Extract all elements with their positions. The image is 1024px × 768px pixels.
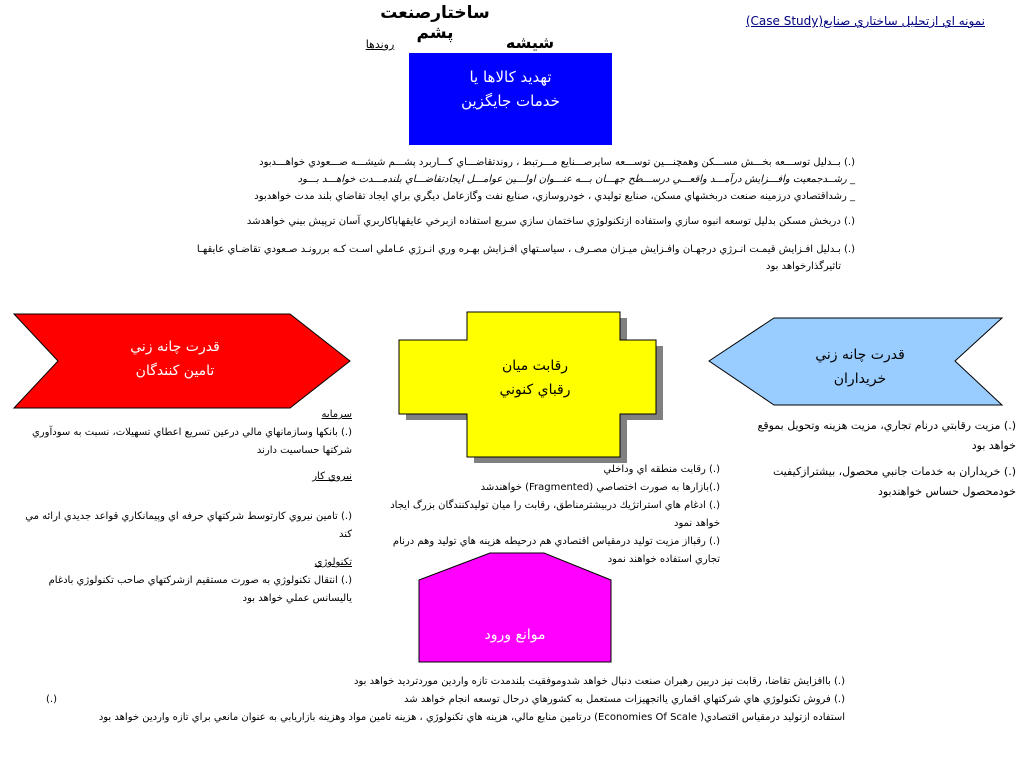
supplier-power-line1: قدرت چانه زني [130, 339, 220, 355]
rivalry-item: (.) رقبااز مزيت توليد درمقياس اقتصادي هم درحيطه هزينه هاي توليد وهم درنام تجاري استفاده خواهند نمود [392, 536, 720, 565]
labor-label: نيروي كار [312, 471, 352, 482]
supplier-details [20, 406, 352, 608]
capital-label: سرمايه [321, 409, 352, 420]
page-title-line1: ساختارصنعت پشم [380, 3, 490, 43]
trend-item: _ رشــدجمعيت وافـــزايش درآمـــد واقعـــي درســـطح جهـــان بـــه عنـــوان اولـــين عوامـــل ايجادتقاضـــاي بلندمـــدت خواهـــد بـــود [297, 174, 855, 185]
trends-label: روندها [365, 38, 395, 51]
entry-barrier-details [40, 673, 845, 727]
trend-item: (.) بـدليل افـزايش قيمـت انـرژي درجهـان وافـزايش ميـزان مصـرف ، سياسـتهاي افـزايش بهـره وري انـرژي عـاملي اسـت كـه بررونـد صـعودي تقاضـاي عايقهـا [196, 244, 855, 255]
rivalry-label [460, 354, 610, 402]
rivalry-line1: رقابت ميان [501, 358, 569, 374]
tech-text: (.) انتقال تكنولوژي به صورت مستقيم ازشركتهاي صاحب تكنولوژي بادغام يالیسانس عملي خواهد بود [48, 575, 352, 604]
entry-barriers-label: موانع ورود [484, 627, 546, 643]
entry-barrier-item: (.) فروش تكنولوژي هاي شركتهاي اقماري يااتجهيزات مستعمل به كشورهاي درحال توسعه انجام خواهد شد [404, 694, 845, 705]
rivalry-line2: رقباي كنوني [499, 382, 571, 398]
rivalry-item: (.) ادغام هاي استراتژيك دربيشترمناطق، رقابت را ميان توليدكنندگان بزرگ ايجاد خواهد نمود [390, 500, 720, 529]
buyer-details [728, 416, 1016, 502]
trend-item: (.) دربخش مسكن بدليل توسعه انبوه سازي واستفاده ازتكنولوژي ساختمان سازي سريع استفاده ازبرخي عايقهاباكاربري آسان ترپيش بيني خواهدشد [246, 216, 855, 227]
page-subtitle: (Case Study)نمونه اي ازتحليل ساختاري صنايع [745, 14, 985, 28]
buyer-power-line1: قدرت چانه زني [815, 347, 905, 363]
entry-barrier-item: استفاده ازتوليد درمقياس اقتصادي( Economies Of Scale) درتامين منابع مالي، هزينه هاي تكنولوژي ، هزينه تامين مواد وهزينه بازاريابي به عنوان مانعي براي تازه واردين خواهد بود [98, 712, 845, 723]
supplier-power-label [60, 335, 290, 383]
buyer-power-label [760, 343, 960, 391]
rivalry-item: (.)بازارها به صورت اختصاصي (Fragmented) خواهندشد [480, 482, 720, 493]
substitutes-threat-line1: تهديد كالاها يا [469, 68, 552, 86]
capital-text: (.) بانكها وسازمانهاي مالي درعين تسريع اعطاي تسهيلات، نسبت به سودآوري شركتها حساسيت دارند [31, 427, 352, 456]
trend-item: (.) بــدليل توســـعه بخـــش مســـكن وهمچنـــين توســـعه سايرصـــنايع مـــرتبط ، روندتقاضـــاي كـــاربرد پشـــم شيشـــه صـــعودي خواهـــدبود [259, 157, 855, 168]
page-title-line2: شیشه [505, 33, 555, 52]
labor-text: (.) تامين نيروي كارتوسط شركتهاي حرفه اي وپيمانكاري قواعد جديدي ارائه مي كند [25, 511, 352, 540]
trend-item: _ رشداقتصادي درزمينه صنعت دربخشهاي مسكن، صنايع توليدي ، خودروسازي، صنايع نفت وگازعامل ديگري براي ايجاد تقاضاي بلند مدت خواهدبود [254, 191, 855, 202]
entry-barrier-stray-marker: (.) [46, 694, 57, 705]
trend-item: تاثيرگذارخواهد بود [766, 261, 841, 272]
rivalry-item: (.) رقابت منطقه اي وداخلي [603, 464, 720, 475]
buyer-item: (.) خريداران به خدمات جانبي محصول، بيشترازكيفيت خودمحصول حساس خواهندبود [772, 465, 1016, 498]
substitutes-threat-line2: خدمات جايگزين [461, 92, 560, 110]
supplier-power-line2: تامين كنندگان [135, 363, 215, 379]
rivalry-details [375, 461, 720, 569]
tech-label: تكنولوژي [314, 557, 352, 568]
buyer-power-line2: خريداران [833, 371, 887, 387]
entry-barrier-item: (.) باافزايش تقاضا، رقابت نيز دربين رهبران صنعت دنبال خواهد شدوموفقيت بلندمدت تازه واردين موردترديد خواهد بود [354, 676, 845, 687]
buyer-item: (.) مزيت رقابتي درنام تجاري، مزيت هزينه وتحويل بموقع خواهد بود [757, 419, 1016, 452]
